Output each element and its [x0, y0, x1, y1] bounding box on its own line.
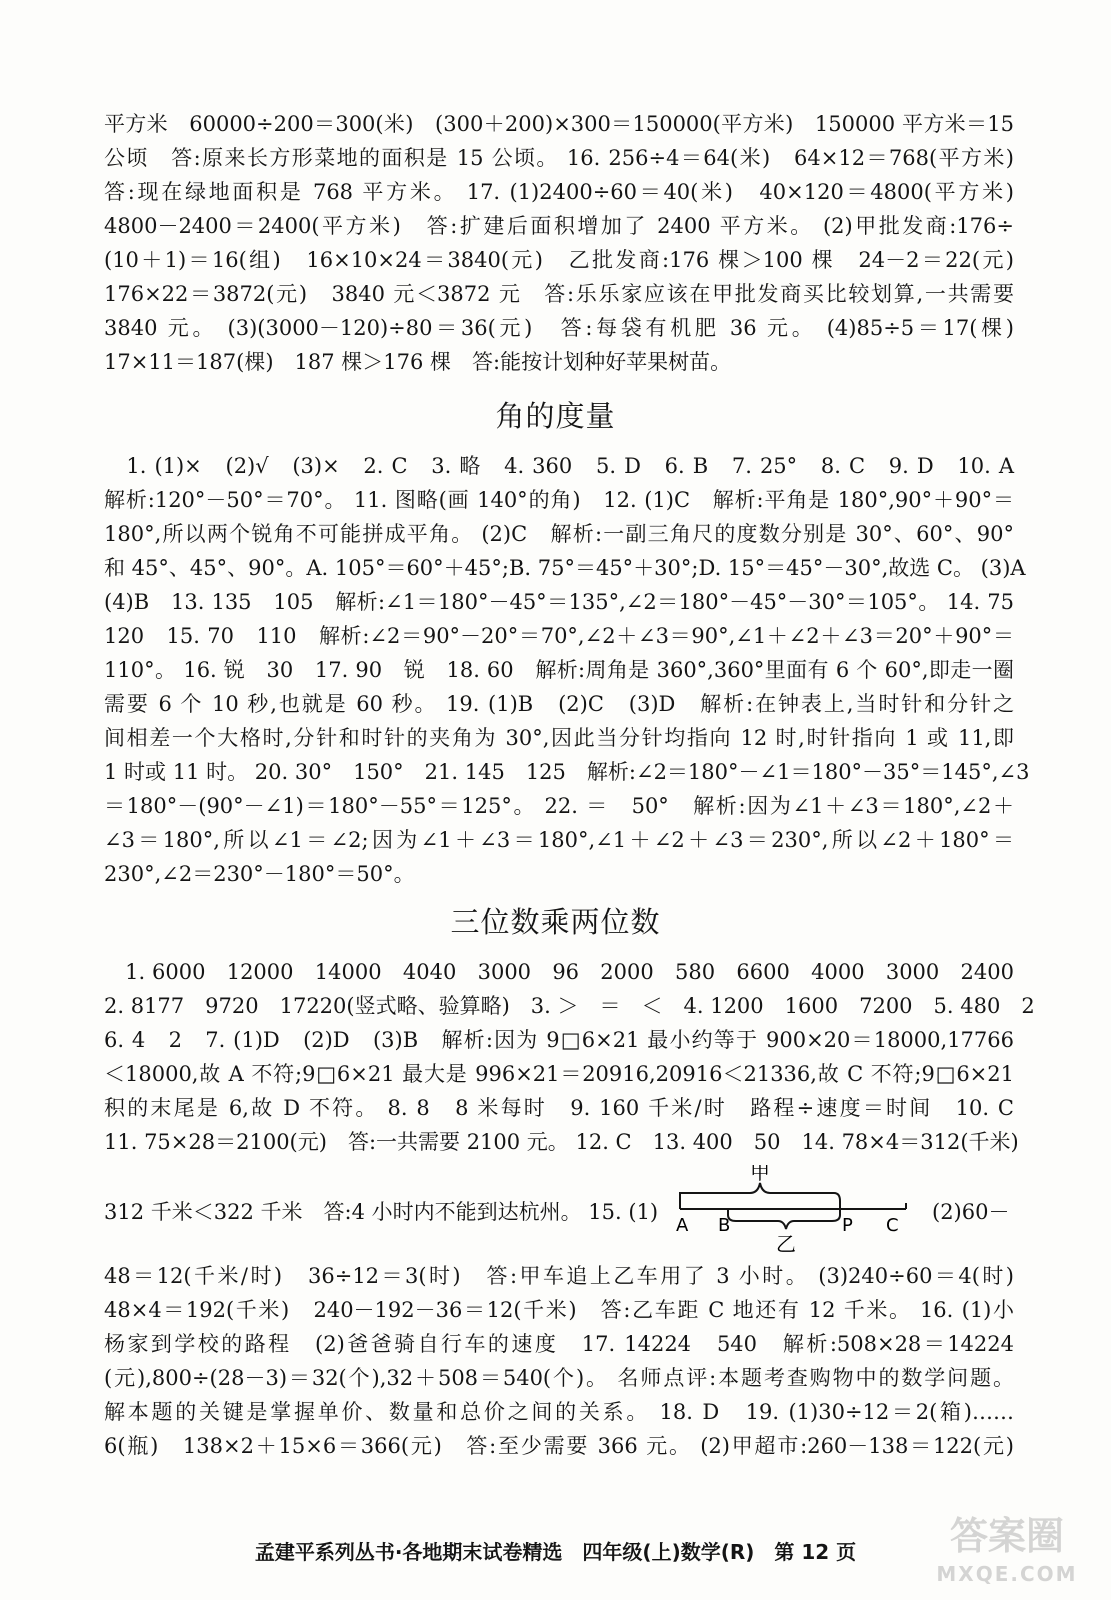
point-label: B: [718, 1215, 731, 1236]
text-line: 杨家到学校的路程 (2)爸爸骑自行车的速度 17. 14224 540 解析:508×28＝14224: [104, 1332, 1014, 1356]
text-line: 180°,所以两个锐角不可能拼成平角。 (2)C 解析:一副三角尺的度数分别是 30°、60°、90°: [104, 522, 1014, 546]
yi-brace: [728, 1209, 840, 1229]
text-line: 3840 元。 (3)(3000－120)÷80＝36(元) 答:每袋有机肥 36 元。 (4)85÷5＝17(棵): [104, 316, 1014, 340]
text-line: (4)B 13. 135 105 解析:∠1＝180°－45°＝135°,∠2＝180°－45°－30°＝105°。 14. 75: [104, 590, 1014, 614]
text-line: 需要 6 个 10 秒,也就是 60 秒。 19. (1)B (2)C (3)D 解析:在钟表上,当时针和分针之: [104, 692, 1014, 716]
text-line: 2. 8177 9720 17220(竖式略、验算略) 3. ＞ ＝ ＜ 4. 1200 1600 7200 5. 480 2: [104, 994, 1035, 1018]
route-diagram: [674, 1165, 914, 1255]
text-line: 平方米 60000÷200＝300(米) (300＋200)×300＝150000(平方米) 150000 平方米＝15: [104, 112, 1014, 136]
text-line: (2)60－: [932, 1200, 1010, 1224]
text-line: 1. (1)× (2)√ (3)× 2. C 3. 略 4. 360 5. D 6. B 7. 25° 8. C 9. D 10. A: [104, 454, 1014, 478]
text-line: 6(瓶) 138×2＋15×6＝366(元) 答:至少需要 366 元。 (2)甲超市:260－138＝122(元): [104, 1434, 1014, 1458]
text-line: 解析:120°－50°＝70°。 11. 图略(画 140°的角) 12. (1)C 解析:平角是 180°,90°＋90°＝: [104, 488, 1014, 512]
text-line: ∠3＝180°,所以∠1＝∠2;因为∠1＋∠3＝180°,∠1＋∠2＋∠3＝230°,所以∠2＋180°＝: [104, 828, 1014, 852]
text-line: 1 时或 11 时。 20. 30° 150° 21. 145 125 解析:∠2＝180°－∠1＝180°－35°＝145°,∠3: [104, 760, 1030, 784]
text-line: 积的末尾是 6,故 D 不符。 8. 8 8 米每时 9. 160 千米/时 路程÷速度＝时间 10. C: [104, 1096, 1014, 1120]
text-line: 11. 75×28＝2100(元) 答:一共需要 2100 元。 12. C 13. 400 50 14. 78×4＝312(千米): [104, 1130, 1019, 1154]
section-title: 角的度量: [495, 399, 616, 433]
text-line: 和 45°、45°、90°。A. 105°＝60°＋45°;B. 75°＝45°＋30°;D. 15°＝45°－30°,故选 C。 (3)A: [104, 556, 1026, 580]
text-line: 1. 6000 12000 14000 4040 3000 96 2000 580 6600 4000 3000 2400: [104, 960, 1014, 984]
text-line: 解本题的关键是掌握单价、数量和总价之间的关系。 18. D 19. (1)30÷12＝2(箱)……: [104, 1400, 1014, 1424]
text-line: 间相差一个大格时,分针和时针的夹角为 30°,因此当分针均指向 12 时,时针指向 1 或 11,即: [104, 726, 1014, 750]
point-label: A: [676, 1215, 689, 1236]
yi-label: 乙: [776, 1232, 796, 1255]
text-line: 110°。 16. 锐 30 17. 90 锐 18. 60 解析:周角是 360°,360°里面有 6 个 60°,即走一圈: [104, 658, 1014, 682]
text-line: (10＋1)＝16(组) 16×10×24＝3840(元) 乙批发商:176 棵＞100 棵 24－2＝22(元): [104, 248, 1014, 272]
watermark-logo-text: 答案圈: [949, 1514, 1064, 1558]
text-line: 4800－2400＝2400(平方米) 答:扩建后面积增加了 2400 平方米。 (2)甲批发商:176÷: [104, 214, 1014, 238]
text-line: 17×11＝187(棵) 187 棵＞176 棵 答:能按计划种好苹果树苗。: [104, 350, 732, 374]
point-label: C: [886, 1215, 899, 1236]
jia-brace: [680, 1183, 840, 1209]
text-line: 312 千米＜322 千米 答:4 小时内不能到达杭州。 15. (1): [104, 1200, 659, 1224]
section-title: 三位数乘两位数: [450, 905, 661, 939]
point-label: P: [842, 1215, 853, 1236]
text-line: 48＝12(千米/时) 36÷12＝3(时) 答:甲车追上乙车用了 3 小时。 (3)240÷60＝4(时): [104, 1264, 1014, 1288]
route-diagram-svg: [674, 1165, 914, 1255]
text-line: ＜18000,故 A 不符;9□6×21 最大是 996×21＝20916,20916＜21336,故 C 不符;9□6×21: [104, 1062, 1014, 1086]
jia-label: 甲: [750, 1165, 770, 1184]
text-line: 176×22＝3872(元) 3840 元＜3872 元 答:乐乐家应该在甲批发商买比较划算,一共需要: [104, 282, 1014, 306]
text-line: ＝180°－(90°－∠1)＝180°－55°＝125°。 22. ＝ 50° 解析:因为∠1＋∠3＝180°,∠2＋: [104, 794, 1014, 818]
page-footer: 孟建平系列丛书·各地期末试卷精选 四年级(上)数学(R) 第 12 页: [254, 1540, 857, 1564]
text-line: (元),800÷(28－3)＝32(个),32＋508＝540(个)。 名师点评:本题考查购物中的数学问题。: [104, 1366, 1014, 1390]
text-line: 230°,∠2＝230°－180°＝50°。: [104, 862, 415, 886]
text-line: 48×4＝192(千米) 240－192－36＝12(千米) 答:乙车距 C 地还有 12 千米。 16. (1)小: [104, 1298, 1014, 1322]
text-line: 6. 4 2 7. (1)D (2)D (3)B 解析:因为 9□6×21 最小约等于 900×20＝18000,17766: [104, 1028, 1014, 1052]
watermark-url: MXQE.COM: [936, 1562, 1078, 1586]
text-line: 答:现在绿地面积是 768 平方米。 17. (1)2400÷60＝40(米) 40×120＝4800(平方米): [104, 180, 1014, 204]
site-watermark: [927, 1510, 1087, 1592]
text-line: 120 15. 70 110 解析:∠2＝90°－20°＝70°,∠2＋∠3＝90°,∠1＋∠2＋∠3＝20°＋90°＝: [104, 624, 1014, 648]
text-line: 公顷 答:原来长方形菜地的面积是 15 公顷。 16. 256÷4＝64(米) 64×12＝768(平方米): [104, 146, 1014, 170]
